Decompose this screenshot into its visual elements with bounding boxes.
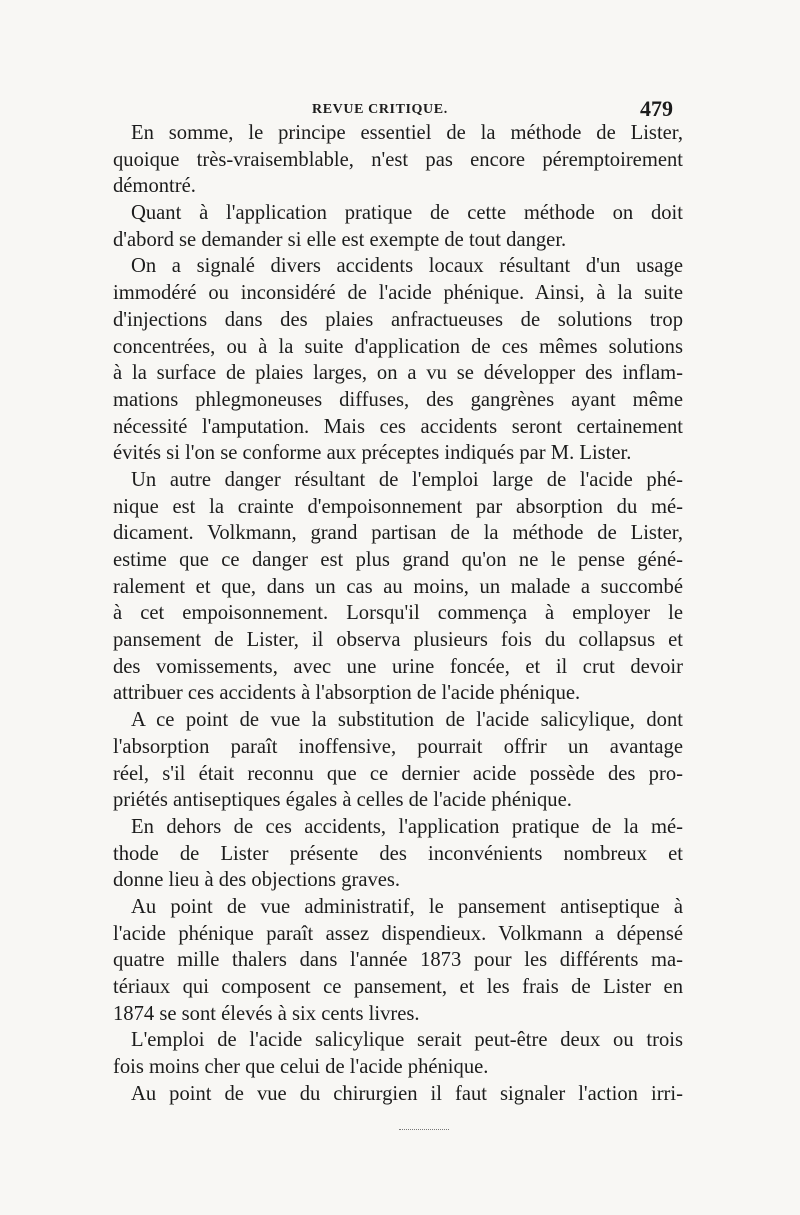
text-line: d'injections dans des plaies anfractueuses de solutions trop — [113, 308, 683, 331]
body-text — [113, 120, 683, 1107]
text-line: quatre mille thalers dans l'année 1873 pour les différents ma- — [113, 949, 683, 972]
text-line: ralement et que, dans un cas au moins, un malade a succombé — [113, 575, 683, 598]
text-line: Au point de vue du chirurgien il faut signaler l'action irri- — [131, 1082, 683, 1105]
text-line: des vomissements, avec une urine foncée, et il crut devoir — [113, 655, 683, 678]
text-line: tériaux qui composent ce pansement, et les frais de Lister en — [113, 976, 683, 998]
text-line: nécessité l'amputation. Mais ces accidents seront certainement — [113, 415, 683, 438]
text-line: d'abord se demander si elle est exempte de tout danger. — [113, 228, 567, 251]
text-line: mations phlegmoneuses diffuses, des gangrènes ayant même — [113, 388, 683, 411]
text-line: L'emploi de l'acide salicylique serait peut-être deux ou trois — [131, 1029, 683, 1052]
text-line: attribuer ces accidents à l'absorption de l'acide phénique. — [113, 682, 581, 705]
text-line: réel, s'il était reconnu que ce dernier acide possède des pro- — [113, 762, 683, 785]
text-line: l'absorption paraît inoffensive, pourrait offrir un avantage — [113, 735, 683, 758]
text-line: dicament. Volkmann, grand partisan de la méthode de Lister, — [113, 522, 683, 545]
text-line: à la surface de plaies larges, on a vu se développer des inflam- — [113, 362, 683, 385]
text-line: nique est la crainte d'empoisonnement par absorption du mé- — [113, 495, 683, 518]
text-line: En dehors de ces accidents, l'application pratique de la mé- — [131, 815, 683, 838]
text-line: thode de Lister présente des inconvénients nombreux et — [113, 842, 683, 865]
running-title: REVUE CRITIQUE. — [312, 102, 448, 117]
text-line: quoique très-vraisemblable, n'est pas encore péremptoirement — [113, 148, 683, 171]
text-line: démontré. — [113, 175, 196, 198]
page-number: 479 — [640, 96, 673, 121]
text-line: Au point de vue administratif, le pansement antiseptique à — [131, 895, 683, 918]
text-line: donne lieu à des objections graves. — [113, 869, 401, 892]
text-line: Un autre danger résultant de l'emploi large de l'acide phé- — [131, 468, 683, 491]
text-line: concentrées, ou à la suite d'application de ces mêmes solutions — [113, 335, 683, 358]
text-line: A ce point de vue la substitution de l'acide salicylique, dont — [131, 709, 683, 732]
text-line: 1874 se sont élevés à six cents livres. — [113, 1002, 420, 1025]
continuation-rule — [399, 1129, 449, 1130]
text-line: l'acide phénique paraît assez dispendieux. Volkmann a dépensé — [113, 922, 683, 945]
text-line: à cet empoisonnement. Lorsqu'il commença à employer le — [113, 602, 683, 625]
text-line: estime que ce danger est plus grand qu'on ne le pense géné- — [113, 549, 683, 571]
text-line: pansement de Lister, il observa plusieurs fois du collapsus et — [113, 629, 683, 652]
text-line: évités si l'on se conforme aux préceptes indiqués par M. Lister. — [113, 442, 632, 465]
text-line: En somme, le principe essentiel de la méthode de Lister, — [131, 122, 683, 144]
text-line: immodéré ou inconsidéré de l'acide phénique. Ainsi, à la suite — [113, 282, 683, 305]
text-line: On a signalé divers accidents locaux résultant d'un usage — [131, 255, 683, 278]
text-line: priétés antiseptiques égales à celles de l'acide phénique. — [113, 789, 572, 812]
text-line: Quant à l'application pratique de cette méthode on doit — [131, 202, 683, 225]
text-line: fois moins cher que celui de l'acide phénique. — [113, 1056, 489, 1079]
